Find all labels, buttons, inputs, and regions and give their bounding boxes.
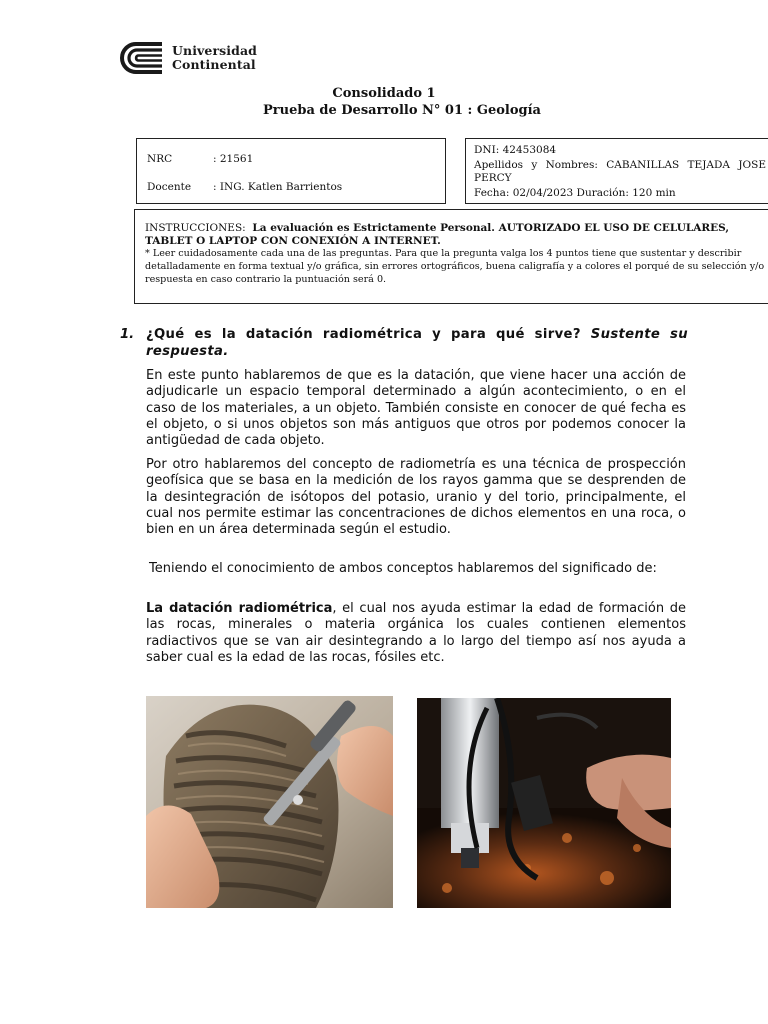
instructions-label: INSTRUCCIONES:: [145, 222, 246, 234]
lab-instrument-image: [417, 698, 671, 908]
student-info-box: [465, 138, 768, 204]
answer-paragraph-3: Teniendo el conocimiento de ambos conceptos hablaremos del significado de:: [149, 561, 657, 576]
dni-text: DNI: 42453084: [474, 144, 557, 156]
university-logo: [118, 40, 258, 78]
instructions-note: * Leer cuidadosamente cada una de las preguntas. Para que la pregunta valga los 4 puntos tiene que sustentar y describir detalladamente en forma textual y/o gráfica, sin errores ortográficos, buena caligrafía y a colores el porqué de su selección y/o respuesta en caso contrario la puntuación será 0.: [145, 248, 765, 285]
fossil-image: [146, 696, 393, 908]
answer-paragraph-2: Por otro hablaremos del concepto de radiometría es una técnica de prospección geofísica que se basa en la medición de los rayos gamma que se desprenden de la desintegración de isótopos del potasio, uranio y del torio, principalmente, el cual nos permite estimar las concentraciones de dichos elementos en una roca, o bien en un área determinada según el estudio.: [146, 457, 686, 538]
answer-paragraph-4-text: , el cual nos ayuda estimar la edad de formación de las rocas, minerales o materia orgánica los cuales contienen elementos radiactivos que se van air desintegrando a lo largo del tiempo así nos ayuda a saber cual es la edad de las rocas, fósiles etc.: [146, 601, 686, 665]
nrc-label: NRC: [147, 153, 173, 165]
logo-line-1: Universidad: [172, 43, 258, 58]
key-term: La datación radiométrica: [146, 601, 333, 616]
nrc-value: : 21561: [213, 153, 254, 165]
docente-label: Docente: [147, 181, 192, 193]
logo-text: [172, 44, 257, 72]
question-number: 1.: [120, 327, 135, 342]
continental-logo-icon: [118, 40, 166, 76]
logo-line-2: Continental: [172, 57, 256, 72]
exam-date: Fecha: 02/04/2023 Duración: 120 min: [474, 187, 676, 199]
answer-paragraph-1: En este punto hablaremos de que es la datación, que viene hacer una acción de adjudicarle un espacio temporal determinado a algún acontecimiento, o en el caso de los materiales, a un objeto. También consiste en conocer de qué fecha es el objeto, o si unos objetos son más antiguos que otros por podemos conocer la antigüedad de cada objeto.: [146, 368, 686, 449]
question-1: [120, 326, 688, 360]
document-subtitle: Prueba de Desarrollo N° 01 : Geología: [263, 103, 541, 118]
student-name: Apellidos y Nombres: CABANILLAS TEJADA JOSE PERCY: [474, 159, 766, 184]
document-title: Consolidado 1: [332, 86, 436, 101]
question-emphasis: Sustente su respuesta.: [146, 327, 688, 359]
fossil-photo: [146, 696, 393, 908]
docente-value: : ING. Katlen Barrientos: [213, 181, 343, 193]
course-info-box: [136, 138, 446, 204]
lab-sample-photo: [417, 698, 671, 908]
instructions-emphasis: La evaluación es Estrictamente Personal. AUTORIZADO EL USO DE CELULARES, TABLET O LAPTOP CON CONEXIÓN A INTERNET.: [145, 222, 730, 247]
answer-paragraph-4: [146, 601, 686, 666]
instructions-box: [134, 209, 768, 304]
question-text: ¿Qué es la datación radiométrica y para qué sirve?: [146, 327, 581, 342]
